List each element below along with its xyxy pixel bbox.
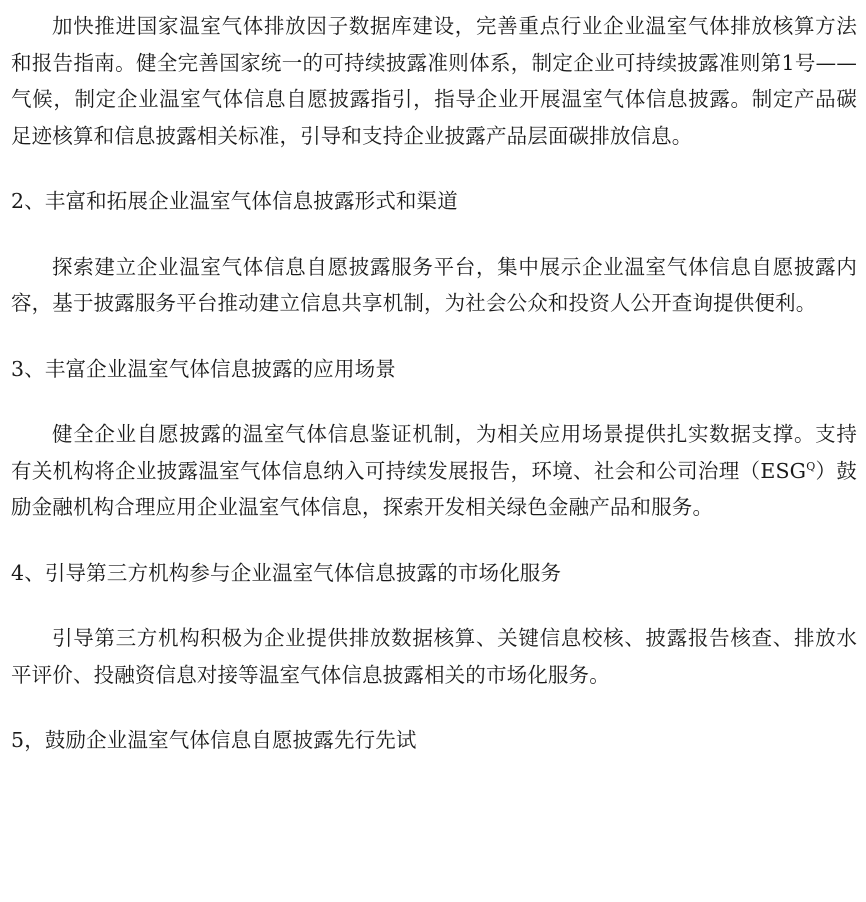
spacer: [11, 322, 857, 351]
superscript-mark: Q: [806, 459, 816, 473]
spacer: [11, 693, 857, 722]
section-heading-2: 2、丰富和拓展企业温室气体信息披露形式和渠道: [11, 189, 458, 213]
spacer: [11, 387, 857, 416]
paragraph-text-part: 健全企业自愿披露的温室气体信息鉴证机制，为相关应用场景提供扎实数据支撑。支持有关机构将企业披露温室气体信息纳入可持续发展报告，环境、社会和公司治理（ESG: [11, 422, 857, 483]
section-heading-5: 5，鼓励企业温室气体信息自愿披露先行先试: [11, 728, 417, 752]
paragraph-text-part: ）鼓励金融机构合理应用企业温室气体信息，探索开发相关绿色金融产品和服务。: [11, 458, 857, 519]
paragraph-disclosure-platform: 探索建立企业温室气体信息自愿披露服务平台，集中展示企业温室气体信息自愿披露内容，基于披露服务平台推动建立信息共享机制，为社会公众和投资人公开查询提供便利。: [11, 254, 857, 315]
paragraph-database-construction: 加快推进国家温室气体排放因子数据库建设，完善重点行业企业温室气体排放核算方法和报告指南。健全完善国家统一的可持续披露准则体系，制定企业可持续披露准则第1号——气候，制定企业温室气体信息自愿披露指引，指导企业开展温室气体信息披露。制定产品碳足迹核算和信息披露相关标准，引导和支持企业披露产品层面碳排放信息。: [11, 14, 857, 148]
spacer: [11, 526, 857, 555]
paragraph-third-party-services: 引导第三方机构积极为企业提供排放数据核算、关键信息校核、披露报告核查、排放水平评价、投融资信息对接等温室气体信息披露相关的市场化服务。: [11, 626, 857, 687]
section-heading-3: 3、丰富企业温室气体信息披露的应用场景: [11, 356, 396, 381]
spacer: [11, 591, 857, 620]
document-body: [11, 8, 857, 759]
spacer: [11, 154, 857, 183]
section-heading-4: 4、引导第三方机构参与企业温室气体信息披露的市场化服务: [11, 560, 562, 585]
spacer: [11, 220, 857, 249]
paragraph-application-scenarios: [11, 416, 857, 526]
